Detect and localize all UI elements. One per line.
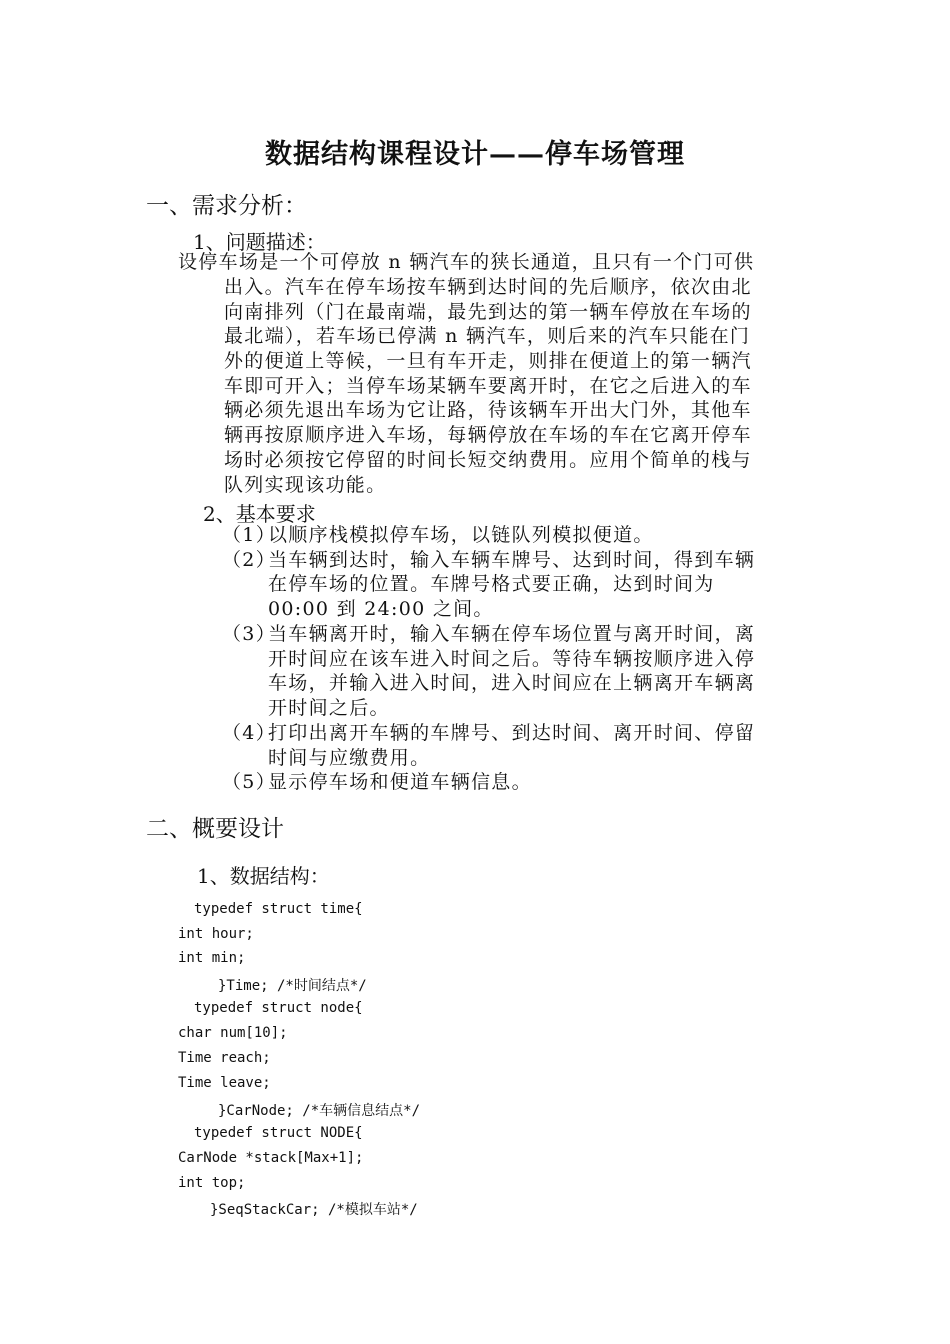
paragraph-line: 外的便道上等候，一旦有车开走，则排在便道上的第一辆汽 [224,350,752,372]
paragraph-line: 设停车场是一个可停放 n 辆汽车的狭长通道，且只有一个门可供 [178,251,755,273]
list-item-number: （2） [222,549,276,571]
code-line: }SeqStackCar; /*模拟车站*/ [210,1202,418,1218]
paragraph-line: 场时必须按它停留的时间长短交纳费用。应用个简单的栈与 [224,449,752,471]
list-item-text: 开时间之后。 [268,697,390,719]
list-item-text: 显示停车场和便道车辆信息。 [268,771,532,793]
code-line: CarNode *stack[Max+1]; [178,1150,364,1166]
subsection-heading-problem: 1、问题描述： [193,230,326,254]
list-item-text: 打印出离开车辆的车牌号、到达时间、离开时间、停留 [268,722,756,744]
code-line: }CarNode; /*车辆信息结点*/ [218,1103,421,1119]
list-item-text: 00:00 到 24:00 之间。 [268,598,494,620]
paragraph-line: 队列实现该功能。 [224,474,387,496]
code-line: int top; [178,1175,246,1191]
code-line: typedef struct node{ [194,1000,363,1016]
paragraph-line: 出入。汽车在停车场按车辆到达时间的先后顺序，依次由北 [224,276,752,298]
code-line: typedef struct time{ [194,901,363,917]
list-item-text: 当车辆离开时，输入车辆在停车场位置与离开时间，离 [268,623,756,645]
page-title: 数据结构课程设计——停车场管理 [265,139,685,170]
paragraph-line: 辆再按原顺序进入车场，每辆停放在车场的车在它离开停车 [224,424,752,446]
list-item-text: 在停车场的位置。车牌号格式要正确，达到时间为 [268,573,715,595]
list-item-text: 当车辆到达时，输入车辆车牌号、达到时间，得到车辆 [268,549,756,571]
section-heading-design: 二、概要设计 [146,816,284,842]
code-line: }Time; /*时间结点*/ [218,978,367,994]
list-item-text: 以顺序栈模拟停车场，以链队列模拟便道。 [268,524,654,546]
list-item-text: 车场，并输入进入时间，进入时间应在上辆离开车辆离 [268,672,756,694]
code-line: Time reach; [178,1050,271,1066]
list-item-number: （4） [222,722,276,744]
list-item-text: 时间与应缴费用。 [268,747,431,769]
list-item-number: （5） [222,771,276,793]
code-line: int min; [178,950,246,966]
code-line: typedef struct NODE{ [194,1125,363,1141]
paragraph-line: 向南排列（门在最南端，最先到达的第一辆车停放在车场的 [224,301,752,323]
subsection-heading-data-structure: 1、数据结构： [197,864,330,888]
list-item-number: （3） [222,623,276,645]
paragraph-line: 辆必须先退出车场为它让路，待该辆车开出大门外，其他车 [224,399,752,421]
section-heading-requirements: 一、需求分析： [146,193,307,219]
code-line: char num[10]; [178,1025,288,1041]
paragraph-line: 最北端），若车场已停满 n 辆汽车，则后来的汽车只能在门 [224,325,751,347]
subsection-heading-requirements: 2、基本要求 [203,502,316,526]
code-line: Time leave; [178,1075,271,1091]
list-item-number: （1） [222,524,276,546]
paragraph-line: 车即可开入；当停车场某辆车要离开时，在它之后进入的车 [224,375,752,397]
list-item-text: 开时间应在该车进入时间之后。等待车辆按顺序进入停 [268,648,756,670]
code-line: int hour; [178,926,254,942]
